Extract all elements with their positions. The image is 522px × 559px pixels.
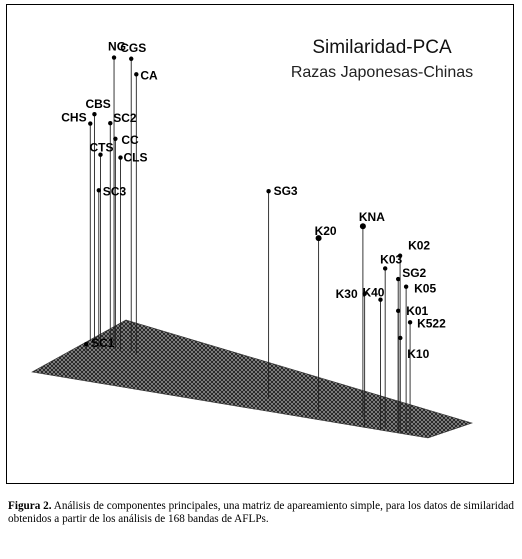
point-cgs: [129, 57, 133, 61]
point-label-chs: CHS: [61, 110, 87, 125]
point-k10: [398, 336, 402, 340]
point-label-sg3: SG3: [273, 184, 298, 199]
point-cls: [118, 155, 122, 159]
point-k01: [396, 309, 400, 313]
point-ng: [112, 55, 116, 59]
point-k05: [404, 285, 408, 289]
point-label-cbs: CBS: [85, 97, 111, 112]
figure-caption: [8, 500, 514, 526]
point-label-sg2: SG2: [402, 266, 427, 281]
point-label-k05: K05: [414, 281, 437, 296]
point-label-k01: K01: [406, 303, 429, 318]
point-label-k03: K03: [380, 252, 403, 267]
point-label-ng: NG: [108, 39, 127, 54]
point-label-k02: K02: [408, 238, 431, 253]
point-k522: [408, 320, 412, 324]
point-label-sc1: SC1: [91, 336, 115, 351]
caption-prefix: Figura 2.: [8, 500, 52, 512]
caption-text: Análisis de componentes principales, una matriz de apareamiento simple, para los datos de similaridad obtenidos a partir de los análisis de 168 bandas de AFLPs.: [8, 500, 514, 525]
point-label-cls: CLS: [123, 150, 148, 165]
point-label-cts: CTS: [89, 140, 114, 155]
point-label-kna: KNA: [358, 210, 385, 225]
point-label-cc: CC: [121, 132, 139, 147]
point-label-sc3: SC3: [102, 184, 127, 199]
point-cbs: [92, 112, 96, 116]
point-label-k20: K20: [314, 224, 337, 239]
point-sc3: [97, 188, 101, 192]
point-label-ca: CA: [140, 68, 158, 83]
point-label-sc2: SC2: [113, 111, 137, 126]
figure-frame: [6, 4, 514, 484]
point-label-k30: K30: [335, 286, 358, 301]
chart-subtitle: Razas Japonesas-Chinas: [290, 64, 474, 81]
point-sg2: [396, 277, 400, 281]
chart-title: Similaridad-PCA: [312, 37, 452, 58]
point-label-k522: K522: [417, 316, 446, 331]
point-chs: [88, 121, 92, 125]
point-label-k40: K40: [362, 285, 385, 300]
point-label-cgs: CGS: [120, 40, 147, 55]
point-ca: [134, 72, 138, 76]
point-label-k10: K10: [407, 346, 430, 361]
point-sg3: [266, 189, 270, 193]
point-sc1: [84, 342, 88, 346]
point-k03: [383, 266, 387, 270]
point-cc: [113, 137, 117, 141]
point-sc2: [108, 121, 112, 125]
